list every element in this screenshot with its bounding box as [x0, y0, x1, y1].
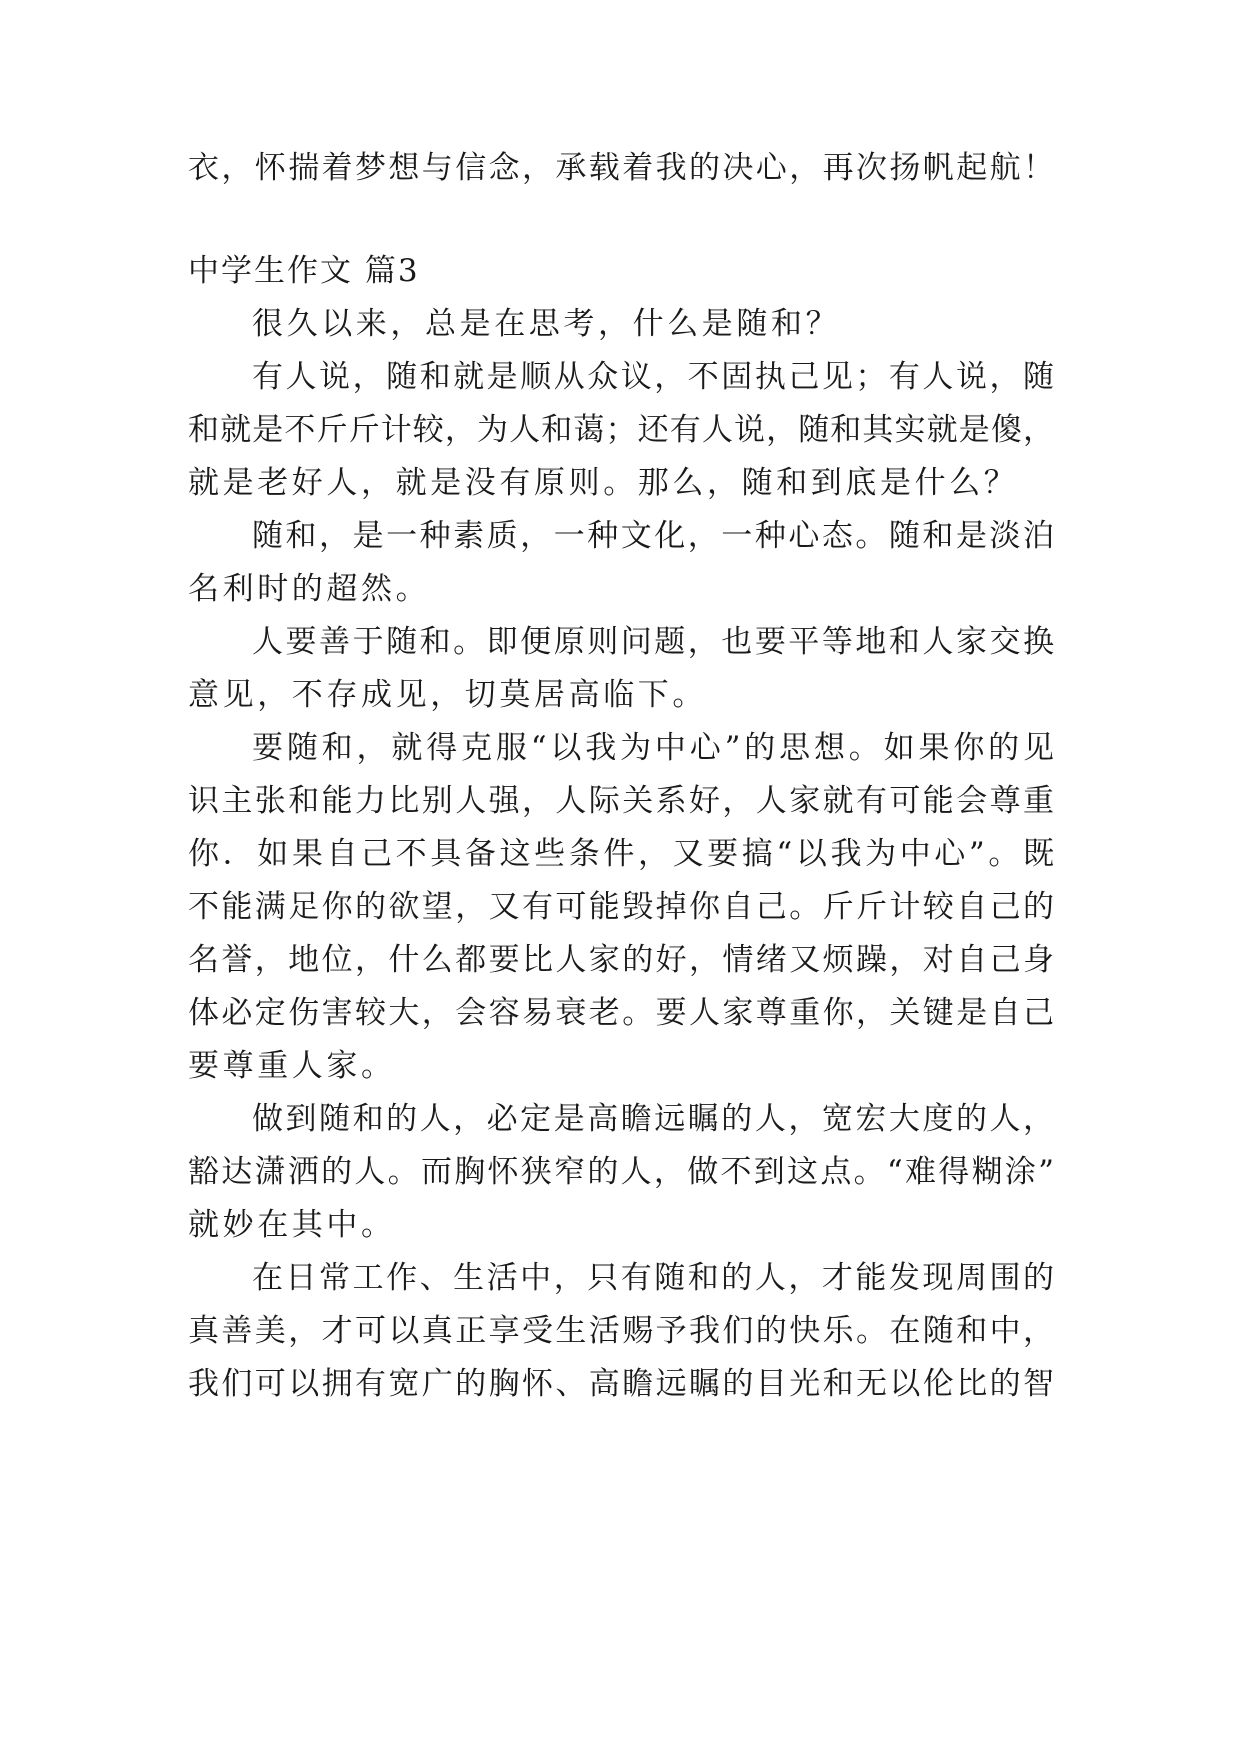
paragraph-line: 要随和，就得克服“以我为中心”的思想。如果你的见: [252, 730, 1054, 766]
paragraph-line: 要尊重人家。: [188, 1048, 396, 1084]
paragraph-line: 和就是不斤斤计较，为人和蔼；还有人说，随和其实就是傻，: [188, 412, 1054, 448]
paragraph-line: 不能满足你的欲望，又有可能毁掉你自己。斤斤计较自己的: [188, 889, 1054, 925]
paragraph-line: 随和，是一种素质，一种文化，一种心态。随和是淡泊: [252, 518, 1054, 554]
paragraph-line: 很久以来，总是在思考，什么是随和？: [252, 306, 841, 342]
carryover-line: 衣，怀揣着梦想与信念，承载着我的决心，再次扬帆起航！: [188, 150, 1054, 186]
paragraph-line: 体必定伤害较大，会容易衰老。要人家尊重你，关键是自己: [188, 995, 1054, 1031]
paragraph-line: 名誉，地位，什么都要比人家的好，情绪又烦躁，对自己身: [188, 942, 1054, 978]
paragraph-line: 意见，不存成见，切莫居高临下。: [188, 677, 707, 713]
paragraph-line: 名利时的超然。: [188, 571, 431, 607]
paragraph-line: 就妙在其中。: [188, 1207, 396, 1243]
paragraph-line: 识主张和能力比别人强，人际关系好，人家就有可能会尊重: [188, 783, 1054, 819]
paragraph-line: 真善美，才可以真正享受生活赐予我们的快乐。在随和中，: [188, 1313, 1054, 1349]
paragraph-line: 就是老好人，就是没有原则。那么，随和到底是什么？: [188, 465, 1019, 501]
paragraph-line: 做到随和的人，必定是高瞻远瞩的人，宽宏大度的人，: [252, 1101, 1054, 1137]
paragraph-line: 有人说，随和就是顺从众议，不固执己见；有人说，随: [252, 359, 1054, 395]
paragraph-line: 你．如果自己不具备这些条件，又要搞“以我为中心”。既: [188, 836, 1054, 872]
paragraph-line: 在日常工作、生活中，只有随和的人，才能发现周围的: [252, 1260, 1054, 1296]
paragraph-line: 人要善于随和。即便原则问题，也要平等地和人家交换: [252, 624, 1054, 660]
paragraph-line: 我们可以拥有宽广的胸怀、高瞻远瞩的目光和无以伦比的智: [188, 1366, 1054, 1402]
paragraph-line: 豁达潇洒的人。而胸怀狭窄的人，做不到这点。“难得糊涂”: [188, 1154, 1054, 1190]
section-title: 中学生作文 篇3: [188, 253, 420, 289]
